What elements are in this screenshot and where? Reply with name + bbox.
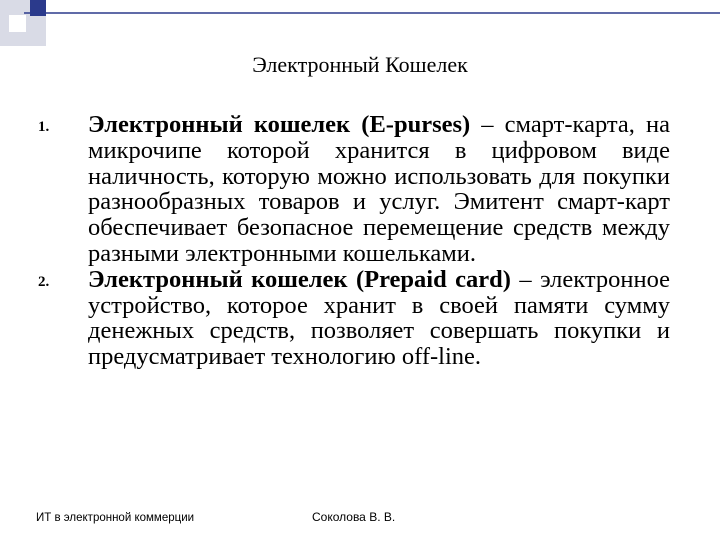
list-item-term: Электронный кошелек (Prepaid card) <box>88 265 511 293</box>
list-item-term: Электронный кошелек (E-purses) <box>88 111 471 138</box>
slide-title: Электронный Кошелек <box>252 52 468 77</box>
list-item-definition: – смарт-карта, на микрочипе которой хранится в цифровом виде наличность, которую можно использовать для покупки разнообразных товаров и услуг. Эмитент смарт-карт обеспечивает безопасное перемещение средств между разными электронными кошельками. <box>88 111 670 267</box>
list-item <box>38 267 670 370</box>
list-item-number: 1. <box>38 119 50 135</box>
corner-decoration <box>0 0 720 48</box>
list-item <box>38 112 670 267</box>
list-item-text <box>88 267 670 370</box>
footer-author: Соколова В. В. <box>312 510 396 524</box>
definition-list <box>38 112 670 370</box>
footer-course: ИТ в электронной коммерции <box>36 512 195 524</box>
list-item-definition: – электронное устройство, которое хранит в своей памяти сумму денежных средств, позволяет совершать покупки и предусматривает технологию off-line. <box>88 265 670 371</box>
decor-square-white <box>9 15 26 32</box>
list-item-text <box>88 112 670 267</box>
list-item-number: 2. <box>38 273 50 290</box>
